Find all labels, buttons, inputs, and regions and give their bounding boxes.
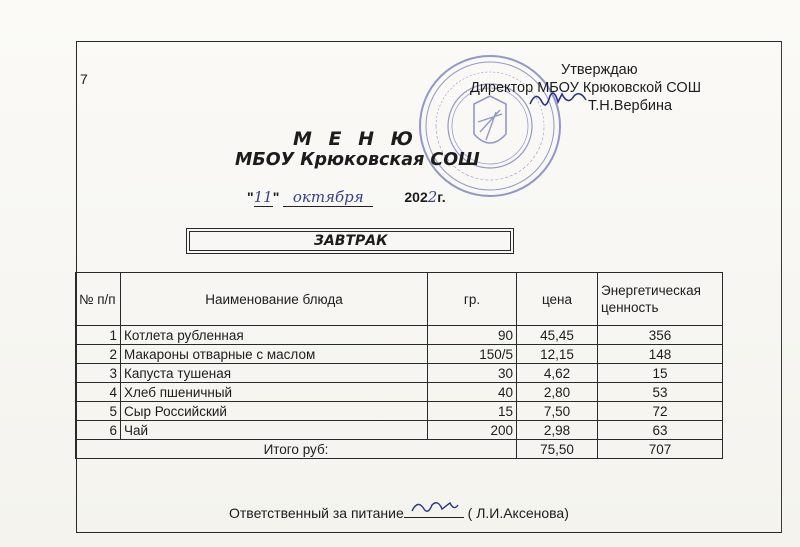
cell-energy: 148 xyxy=(598,345,723,364)
date-year-prefix: 202 xyxy=(404,189,428,205)
menu-title: М Е Н Ю xyxy=(293,128,418,150)
responsible-label: Ответственный за питание xyxy=(229,505,404,521)
responsible-name: ( Л.И.Аксенова) xyxy=(467,505,569,521)
cell-name: Макароны отварные с маслом xyxy=(121,345,428,364)
cell-energy: 72 xyxy=(598,402,723,421)
cell-energy: 53 xyxy=(598,383,723,402)
page-number: 7 xyxy=(80,71,88,87)
school-title: МБОУ Крюковская СОШ xyxy=(235,150,480,170)
cell-price: 2,80 xyxy=(517,383,598,402)
table-total-row xyxy=(76,440,723,459)
cell-name: Хлеб пшеничный xyxy=(121,383,428,402)
table-row xyxy=(76,383,723,402)
cell-grams: 15 xyxy=(428,402,517,421)
total-energy: 707 xyxy=(598,440,723,459)
cell-energy: 15 xyxy=(598,364,723,383)
cell-energy: 356 xyxy=(598,326,723,345)
total-price: 75,50 xyxy=(517,440,598,459)
cell-num: 4 xyxy=(76,383,121,402)
date-day: 11 xyxy=(253,188,273,206)
date-close-quote: " xyxy=(272,189,280,205)
date-year-suffix: 2 xyxy=(427,188,438,206)
cell-price: 12,15 xyxy=(517,345,598,364)
menu-table xyxy=(75,272,723,459)
responsible-line xyxy=(229,503,569,521)
approval-title: Утверждаю xyxy=(561,62,638,78)
cell-name: Чай xyxy=(121,421,428,440)
cell-grams: 40 xyxy=(428,383,517,402)
total-label: Итого руб: xyxy=(76,440,517,459)
table-row xyxy=(76,345,723,364)
approval-position: Директор МБОУ Крюковской СОШ xyxy=(470,80,701,96)
table-row xyxy=(76,421,723,440)
responsible-signature xyxy=(410,497,460,517)
cell-name: Котлета рубленная xyxy=(121,326,428,345)
cell-num: 1 xyxy=(76,326,121,345)
table-header-row xyxy=(76,273,723,326)
cell-price: 7,50 xyxy=(517,402,598,421)
cell-name: Капуста тушеная xyxy=(121,364,428,383)
cell-num: 5 xyxy=(76,402,121,421)
header-name: Наименование блюда xyxy=(121,273,428,326)
cell-price: 4,62 xyxy=(517,364,598,383)
header-grams: гр. xyxy=(428,273,517,326)
date-year-unit: г. xyxy=(437,189,446,205)
table-row xyxy=(76,364,723,383)
date-month: октября xyxy=(292,188,364,206)
approval-block xyxy=(470,61,701,115)
cell-num: 3 xyxy=(76,364,121,383)
cell-num: 6 xyxy=(76,421,121,440)
cell-price: 2,98 xyxy=(517,421,598,440)
table-row xyxy=(76,402,723,421)
table-row xyxy=(76,326,723,345)
cell-name: Сыр Российский xyxy=(121,402,428,421)
header-price: цена xyxy=(517,273,598,326)
date-open-quote: " xyxy=(247,189,254,205)
meal-type-box xyxy=(186,228,514,254)
menu-date xyxy=(247,188,446,207)
cell-price: 45,45 xyxy=(517,326,598,345)
cell-grams: 30 xyxy=(428,364,517,383)
cell-grams: 150/5 xyxy=(428,345,517,364)
cell-energy: 63 xyxy=(598,421,723,440)
cell-grams: 200 xyxy=(428,421,517,440)
approval-name: Т.Н.Вербина xyxy=(588,98,673,114)
meal-type-label: ЗАВТРАК xyxy=(189,231,511,251)
cell-grams: 90 xyxy=(428,326,517,345)
cell-num: 2 xyxy=(76,345,121,364)
header-num: № п/п xyxy=(76,273,121,326)
responsible-signature-line xyxy=(404,503,464,518)
header-energy: Энергетическая ценность xyxy=(598,273,723,326)
